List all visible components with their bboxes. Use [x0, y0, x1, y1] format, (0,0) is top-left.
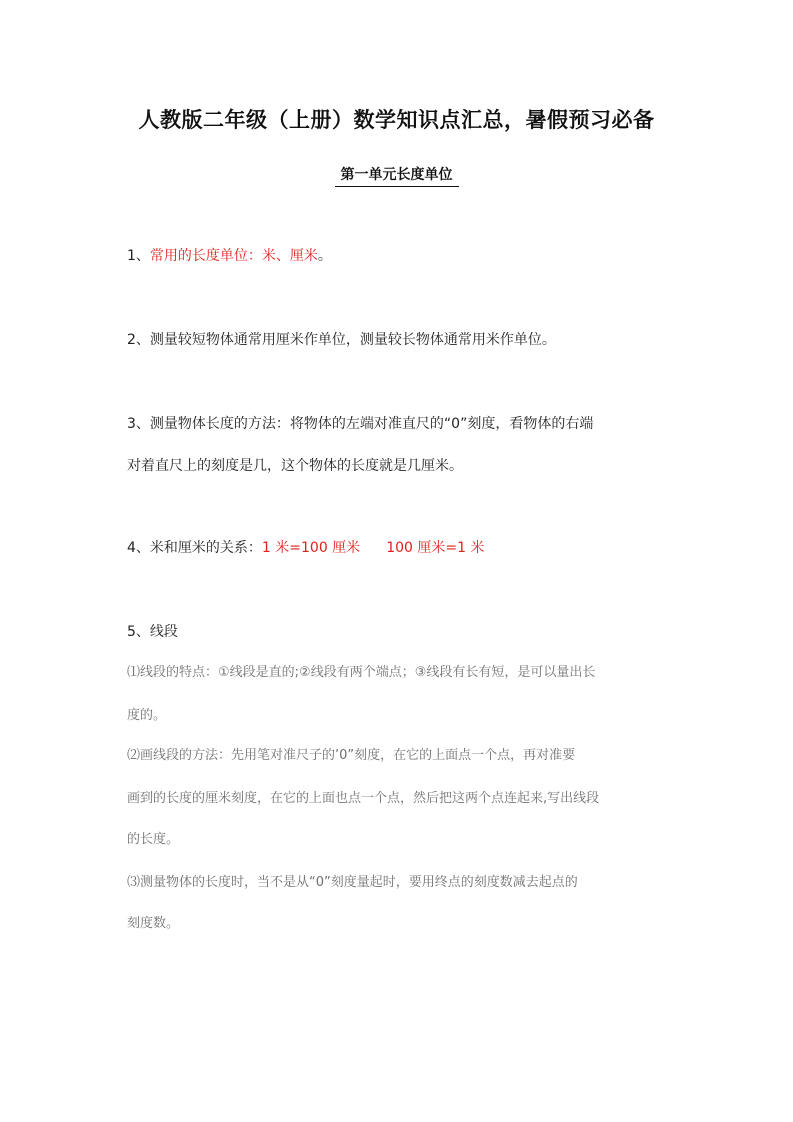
paragraph-4 [127, 538, 672, 558]
paragraph-2: 2、测量较短物体通常用厘米作单位，测量较长物体通常用米作单位。 [127, 332, 556, 348]
subpoint-2-line-2: 画到的长度的厘米刻度，在它的上面也点一个点，然后把这两个点连起来,写出线段 [127, 791, 600, 806]
paragraph-5-heading: 5、线段 [127, 624, 178, 640]
paragraph-1-number: 1、 [127, 248, 150, 264]
paragraph-4-prefix: 4、米和厘米的关系： [127, 540, 262, 556]
subpoint-3-line-1: ⑶测量物体的长度时，当不是从“0”刻度量起时，要用终点的刻度数减去起点的 [127, 875, 578, 890]
subpoint-2-line-1: ⑵画线段的方法：先用笔对准尺子的’0”刻度，在它的上面点一个点，再对准要 [127, 748, 576, 763]
subpoint-2-line-3: 的长度。 [127, 832, 180, 847]
subpoint-1-line-1: ⑴线段的特点：①线段是直的;②线段有两个端点；③线段有长有短，是可以量出长 [127, 665, 596, 680]
paragraph-1 [127, 246, 672, 266]
section-title-text: 第一单元长度单位 [335, 164, 459, 187]
subpoint-1-line-2: 度的。 [127, 708, 167, 723]
relation-2: 100 厘米=1 米 [386, 540, 485, 556]
paragraph-1-highlight: 常用的长度单位：米、厘米 [149, 248, 318, 264]
paragraph-3-line-2: 对着直尺上的刻度是几，这个物体的长度就是几厘米。 [127, 458, 463, 474]
paragraph-1-end: 。 [317, 248, 332, 264]
relation-1: 1 米=100 厘米 [261, 540, 361, 556]
section-title [0, 164, 793, 187]
page-title: 人教版二年级（上册）数学知识点汇总，暑假预习必备 [138, 108, 655, 132]
paragraph-3-line-1: 3、测量物体长度的方法：将物体的左端对准直尺的“0”刻度，看物体的右端 [127, 416, 594, 432]
subpoint-3-line-2: 刻度数。 [127, 916, 180, 931]
